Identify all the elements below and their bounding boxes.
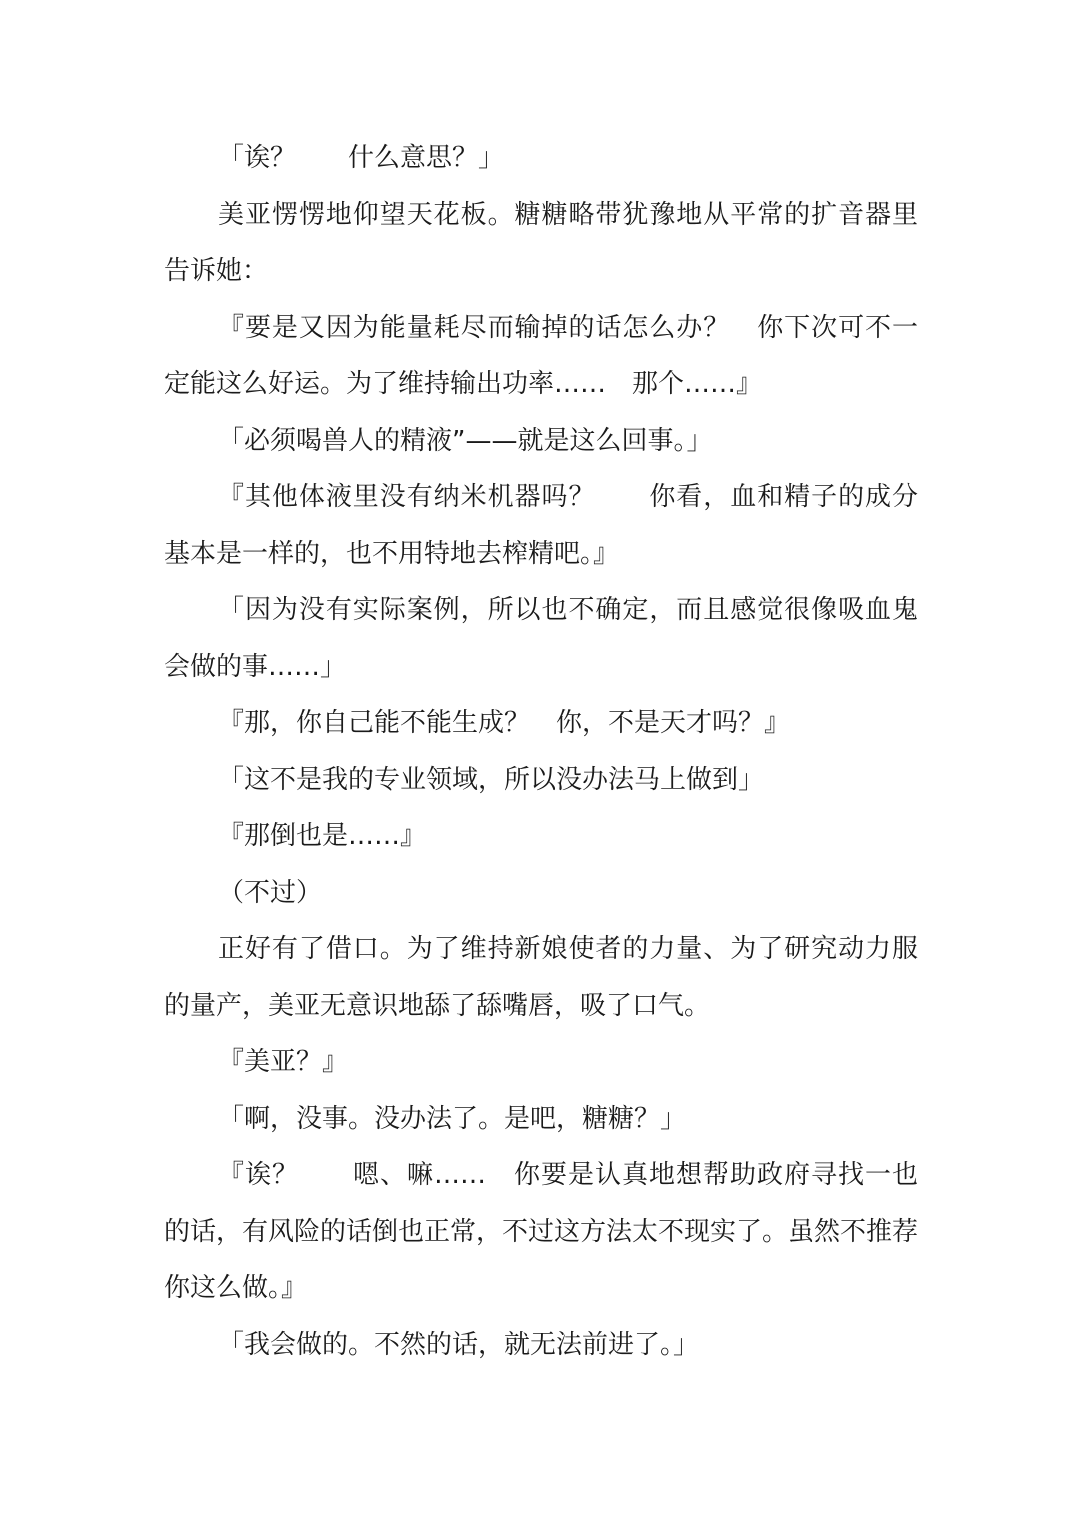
paragraph-14: 『诶？ 嗯、嘛…… 你要是认真地想帮助政府寻找一也的话，有风险的话倒也正常，不过这方法太不现实了。虽然不推荐你这么做。』 <box>164 1160 919 1303</box>
paragraph-3: 『要是又因为能量耗尽而输掉的话怎么办？ 你下次可不一定能这么好运。为了维持输出功率…… 那个……』 <box>164 312 918 399</box>
paragraph-12: 『美亚？』 <box>218 1047 349 1077</box>
paragraph-2: 美亚愣愣地仰望天花板。糖糖略带犹豫地从平常的扩音器里告诉她： <box>164 199 918 286</box>
paragraph-9: 『那倒也是……』 <box>218 821 427 851</box>
paragraph-10: （不过） <box>218 877 323 908</box>
paragraph-6: 「因为没有实际案例，所以也不确定，而且感觉很像吸血鬼会做的事……」 <box>164 595 918 682</box>
paragraph-11: 正好有了借口。为了维持新娘使者的力量、为了研究动力服的量产，美亚无意识地舔了舔嘴唇，吸了口气。 <box>164 934 918 1021</box>
paragraph-1: 「诶？ 什么意思？」 <box>218 143 505 173</box>
paragraph-15: 「我会做的。不然的话，就无法前进了。」 <box>218 1329 700 1360</box>
paragraph-4: 「必须喝兽人的精液”——就是这么回事。」 <box>218 425 713 456</box>
paragraph-13: 「啊，没事。没办法了。是吧，糖糖？」 <box>218 1103 687 1134</box>
document-page <box>164 130 918 1373</box>
paragraph-7: 『那，你自己能不能生成？ 你，不是天才吗？』 <box>218 708 791 738</box>
paragraph-8: 「这不是我的专业领域，所以没办法马上做到」 <box>218 764 765 795</box>
paragraph-5: 『其他体液里没有纳米机器吗？ 你看，血和精子的成分基本是一样的，也不用特地去榨精吧。』 <box>164 482 918 569</box>
